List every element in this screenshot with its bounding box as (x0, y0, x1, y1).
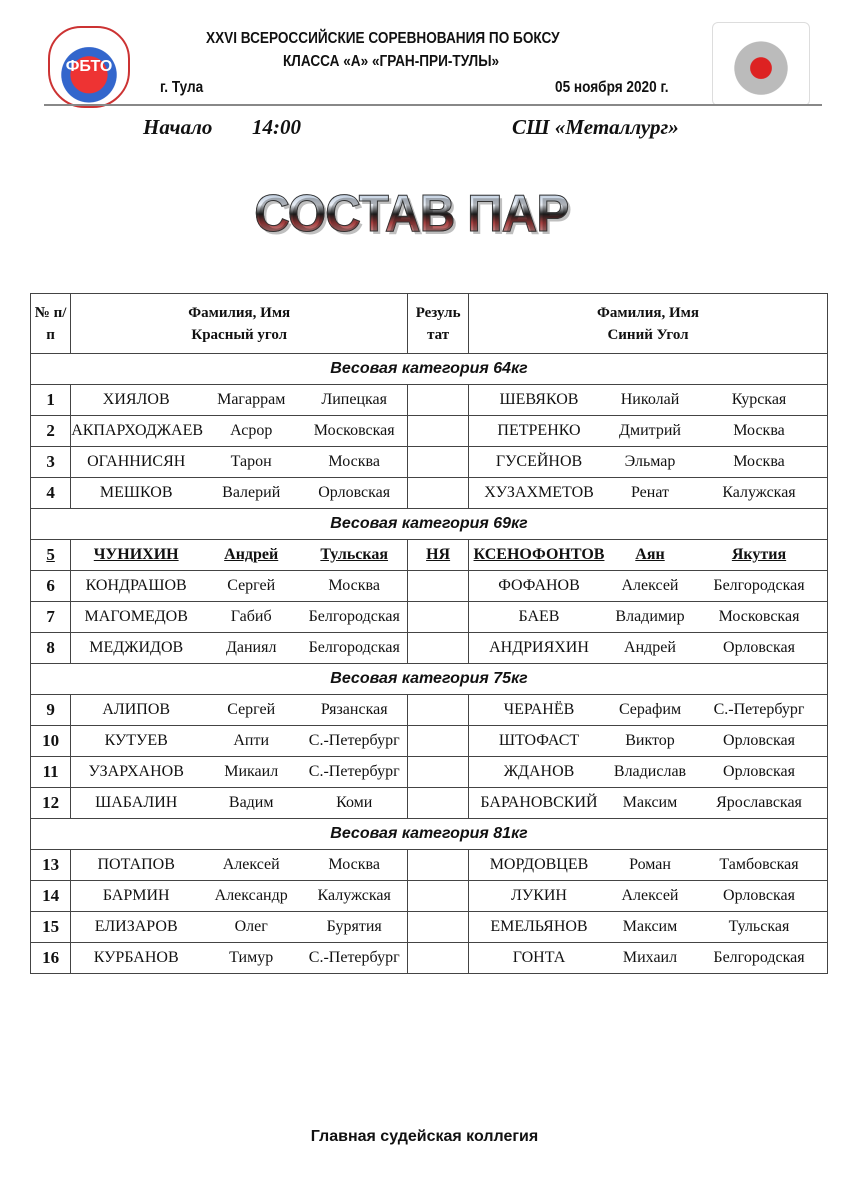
blue-name: Андрей (624, 639, 676, 656)
bout-result (408, 602, 469, 633)
red-region: Москва (328, 577, 380, 594)
red-name: Сергей (227, 577, 276, 594)
red-name: Апти (233, 732, 270, 749)
red-name: Валерий (222, 484, 281, 501)
red-region: Белгородская (308, 639, 400, 656)
bout-result (408, 881, 469, 912)
blue-corner (469, 540, 828, 571)
bout-row (31, 447, 828, 478)
blue-region: Орловская (723, 639, 795, 656)
blue-region: Калужская (722, 484, 796, 501)
red-region: Рязанская (320, 701, 388, 718)
bout-result (408, 633, 469, 664)
red-name: Габиб (230, 608, 272, 625)
col-result: Резуль тат (408, 294, 469, 354)
red-name: Магаррам (217, 391, 286, 408)
blue-surname: БАРАНОВСКИЙ (480, 794, 598, 811)
blue-name: Максим (622, 918, 678, 935)
event-date: 05 ноября 2020 г. (555, 79, 669, 96)
blue-surname: ЧЕРАНЁВ (503, 701, 575, 718)
bout-row (31, 912, 828, 943)
red-name: Вадим (228, 794, 274, 811)
blue-name: Алексей (621, 887, 679, 904)
bout-number: 12 (31, 788, 71, 819)
bout-number: 5 (31, 540, 71, 571)
bout-row (31, 757, 828, 788)
red-region: Липецкая (321, 391, 388, 408)
bout-result (408, 385, 469, 416)
bout-number: 2 (31, 416, 71, 447)
blue-surname: МОРДОВЦЕВ (489, 856, 589, 873)
red-corner (71, 540, 408, 571)
blue-name: Ренат (630, 484, 670, 501)
event-title-line1: XXVI ВСЕРОССИЙСКИЕ СОРЕВНОВАНИЯ ПО БОКСУ (206, 30, 560, 47)
red-name: Олег (234, 918, 268, 935)
red-region: Калужская (317, 887, 391, 904)
blue-surname: КСЕНОФОНТОВ (473, 546, 605, 563)
red-name: Асрор (230, 422, 273, 439)
blue-name: Дмитрий (619, 422, 681, 439)
weight-category-row: Весовая категория 75кг (31, 664, 828, 695)
red-corner (71, 478, 408, 509)
bout-result (408, 850, 469, 881)
red-corner (71, 385, 408, 416)
red-corner (71, 633, 408, 664)
blue-corner (469, 757, 828, 788)
blue-name: Алексей (621, 577, 679, 594)
red-corner (71, 571, 408, 602)
bout-number: 10 (31, 726, 71, 757)
red-region: Бурятия (326, 918, 382, 935)
bout-result (408, 571, 469, 602)
venue: СШ «Металлург» (512, 115, 679, 139)
blue-surname: ШТОФАСТ (498, 732, 580, 749)
red-surname: ХИЯЛОВ (102, 391, 170, 408)
blue-name: Владимир (615, 608, 685, 625)
bout-row (31, 881, 828, 912)
red-surname: БАРМИН (102, 887, 170, 904)
red-corner (71, 416, 408, 447)
red-surname: АКПАРХОДЖАЕВ (71, 422, 204, 439)
bout-number: 1 (31, 385, 71, 416)
red-region: С.-Петербург (308, 763, 400, 780)
red-name: Алексей (222, 856, 280, 873)
blue-region: Орловская (723, 732, 795, 749)
blue-name: Михаил (622, 949, 678, 966)
red-region: Орловская (318, 484, 391, 501)
blue-region: Московская (718, 608, 800, 625)
blue-surname: ШЕВЯКОВ (499, 391, 579, 408)
red-surname: ОГАННИСЯН (87, 453, 186, 470)
bout-result (408, 447, 469, 478)
red-surname: УЗАРХАНОВ (88, 763, 184, 780)
blue-corner (469, 943, 828, 974)
bout-result (408, 478, 469, 509)
red-region: Тульская (320, 546, 389, 563)
red-name: Даниял (225, 639, 277, 656)
event-city: г. Тула (160, 79, 204, 96)
blue-region: Якутия (731, 546, 787, 563)
weight-category-row: Весовая категория 81кг (31, 819, 828, 850)
blue-surname: БАЕВ (518, 608, 560, 625)
bout-result (408, 726, 469, 757)
blue-corner (469, 478, 828, 509)
weight-category-row: Весовая категория 64кг (31, 354, 828, 385)
bout-result (408, 416, 469, 447)
blue-surname: ХУЗАХМЕТОВ (484, 484, 594, 501)
bout-row (31, 571, 828, 602)
start-time: 14:00 (252, 115, 301, 139)
red-surname: КУРБАНОВ (93, 949, 179, 966)
red-region: Москва (328, 856, 380, 873)
blue-surname: ФОФАНОВ (498, 577, 580, 594)
bout-result (408, 912, 469, 943)
blue-corner (469, 788, 828, 819)
red-corner (71, 850, 408, 881)
red-surname: ШАБАЛИН (95, 794, 178, 811)
bout-number: 13 (31, 850, 71, 881)
blue-region: Орловская (723, 763, 795, 780)
bout-number: 3 (31, 447, 71, 478)
bout-row (31, 633, 828, 664)
col-red: Фамилия, Имя Красный угол (71, 294, 408, 354)
pairs-table (30, 293, 828, 974)
red-name: Тимур (229, 949, 274, 966)
blue-region: Белгородская (713, 949, 805, 966)
bout-number: 6 (31, 571, 71, 602)
red-corner (71, 447, 408, 478)
blue-region: Ярославская (716, 794, 802, 811)
bout-number: 9 (31, 695, 71, 726)
event-title-line2: КЛАССА «А» «ГРАН-ПРИ-ТУЛЫ» (283, 53, 500, 70)
red-corner (71, 726, 408, 757)
bout-row (31, 695, 828, 726)
bout-row (31, 385, 828, 416)
red-corner (71, 912, 408, 943)
blue-region: Москва (733, 422, 785, 439)
red-region: Москва (328, 453, 380, 470)
blue-region: Орловская (723, 887, 795, 904)
bout-number: 15 (31, 912, 71, 943)
red-surname: МАГОМЕДОВ (84, 608, 188, 625)
bout-number: 11 (31, 757, 71, 788)
red-corner (71, 881, 408, 912)
blue-region: С.-Петербург (713, 701, 805, 718)
red-region: С.-Петербург (308, 732, 400, 749)
red-surname: МЕДЖИДОВ (89, 639, 184, 656)
blue-corner (469, 385, 828, 416)
red-region: Московская (313, 422, 395, 439)
blue-surname: ЛУКИН (511, 887, 567, 904)
bout-row (31, 850, 828, 881)
boxing-federation-logo: ФБТО (48, 26, 130, 108)
blue-name: Роман (629, 856, 671, 873)
blue-name: Аян (635, 546, 665, 563)
blue-region: Курская (731, 391, 787, 408)
red-surname: КУТУЕВ (104, 732, 168, 749)
bout-result: НЯ (408, 540, 469, 571)
red-name: Микаил (224, 763, 279, 780)
bout-row (31, 602, 828, 633)
page-title: СОСТАВ ПАР (254, 185, 569, 243)
red-surname: ЕЛИЗАРОВ (94, 918, 178, 935)
red-corner (71, 757, 408, 788)
blue-surname: ГОНТА (512, 949, 566, 966)
red-region: Коми (336, 794, 373, 811)
blue-surname: АНДРИЯХИН (489, 639, 589, 656)
blue-surname: ЕМЕЛЬЯНОВ (490, 918, 588, 935)
blue-name: Эльмар (624, 453, 676, 470)
red-corner (71, 943, 408, 974)
blue-corner (469, 633, 828, 664)
red-name: Андрей (224, 546, 279, 563)
bout-row (31, 726, 828, 757)
bout-number: 8 (31, 633, 71, 664)
red-surname: АЛИПОВ (102, 701, 171, 718)
blue-region: Москва (733, 453, 785, 470)
red-corner (71, 602, 408, 633)
blue-region: Тамбовская (719, 856, 799, 873)
red-surname: ЧУНИХИН (93, 546, 179, 563)
red-surname: МЕШКОВ (99, 484, 173, 501)
header-divider (44, 104, 822, 106)
bout-result (408, 757, 469, 788)
col-blue: Фамилия, Имя Синий Угол (469, 294, 828, 354)
blue-name: Максим (622, 794, 678, 811)
red-name: Тарон (230, 453, 272, 470)
blue-corner (469, 416, 828, 447)
blue-surname: ГУСЕЙНОВ (495, 453, 583, 470)
blue-corner (469, 602, 828, 633)
blue-name: Николай (620, 391, 680, 408)
blue-surname: ЖДАНОВ (503, 763, 575, 780)
col-num: № п/п (31, 294, 71, 354)
bout-number: 7 (31, 602, 71, 633)
red-region: Белгородская (308, 608, 400, 625)
blue-surname: ПЕТРЕНКО (497, 422, 581, 439)
blue-region: Белгородская (713, 577, 805, 594)
red-surname: ПОТАПОВ (97, 856, 175, 873)
start-label: Начало (143, 115, 213, 139)
bout-row (31, 540, 828, 571)
blue-region: Тульская (728, 918, 790, 935)
bout-result (408, 788, 469, 819)
red-name: Сергей (227, 701, 276, 718)
coat-of-arms-logo (712, 22, 810, 106)
blue-name: Серафим (618, 701, 682, 718)
blue-corner (469, 695, 828, 726)
bout-number: 4 (31, 478, 71, 509)
red-corner (71, 695, 408, 726)
bout-number: 16 (31, 943, 71, 974)
blue-name: Владислав (613, 763, 687, 780)
blue-corner (469, 850, 828, 881)
blue-corner (469, 571, 828, 602)
blue-corner (469, 726, 828, 757)
red-surname: КОНДРАШОВ (85, 577, 187, 594)
blue-corner (469, 912, 828, 943)
red-corner (71, 788, 408, 819)
weight-category-row: Весовая категория 69кг (31, 509, 828, 540)
bout-result (408, 695, 469, 726)
bout-row (31, 943, 828, 974)
red-name: Александр (214, 887, 288, 904)
blue-name: Виктор (625, 732, 675, 749)
bout-row (31, 788, 828, 819)
bout-row (31, 416, 828, 447)
bout-result (408, 943, 469, 974)
footer-signature: Главная судейская коллегия (310, 1128, 539, 1145)
bout-number: 14 (31, 881, 71, 912)
blue-corner (469, 881, 828, 912)
bout-row (31, 478, 828, 509)
blue-corner (469, 447, 828, 478)
red-region: С.-Петербург (308, 949, 400, 966)
